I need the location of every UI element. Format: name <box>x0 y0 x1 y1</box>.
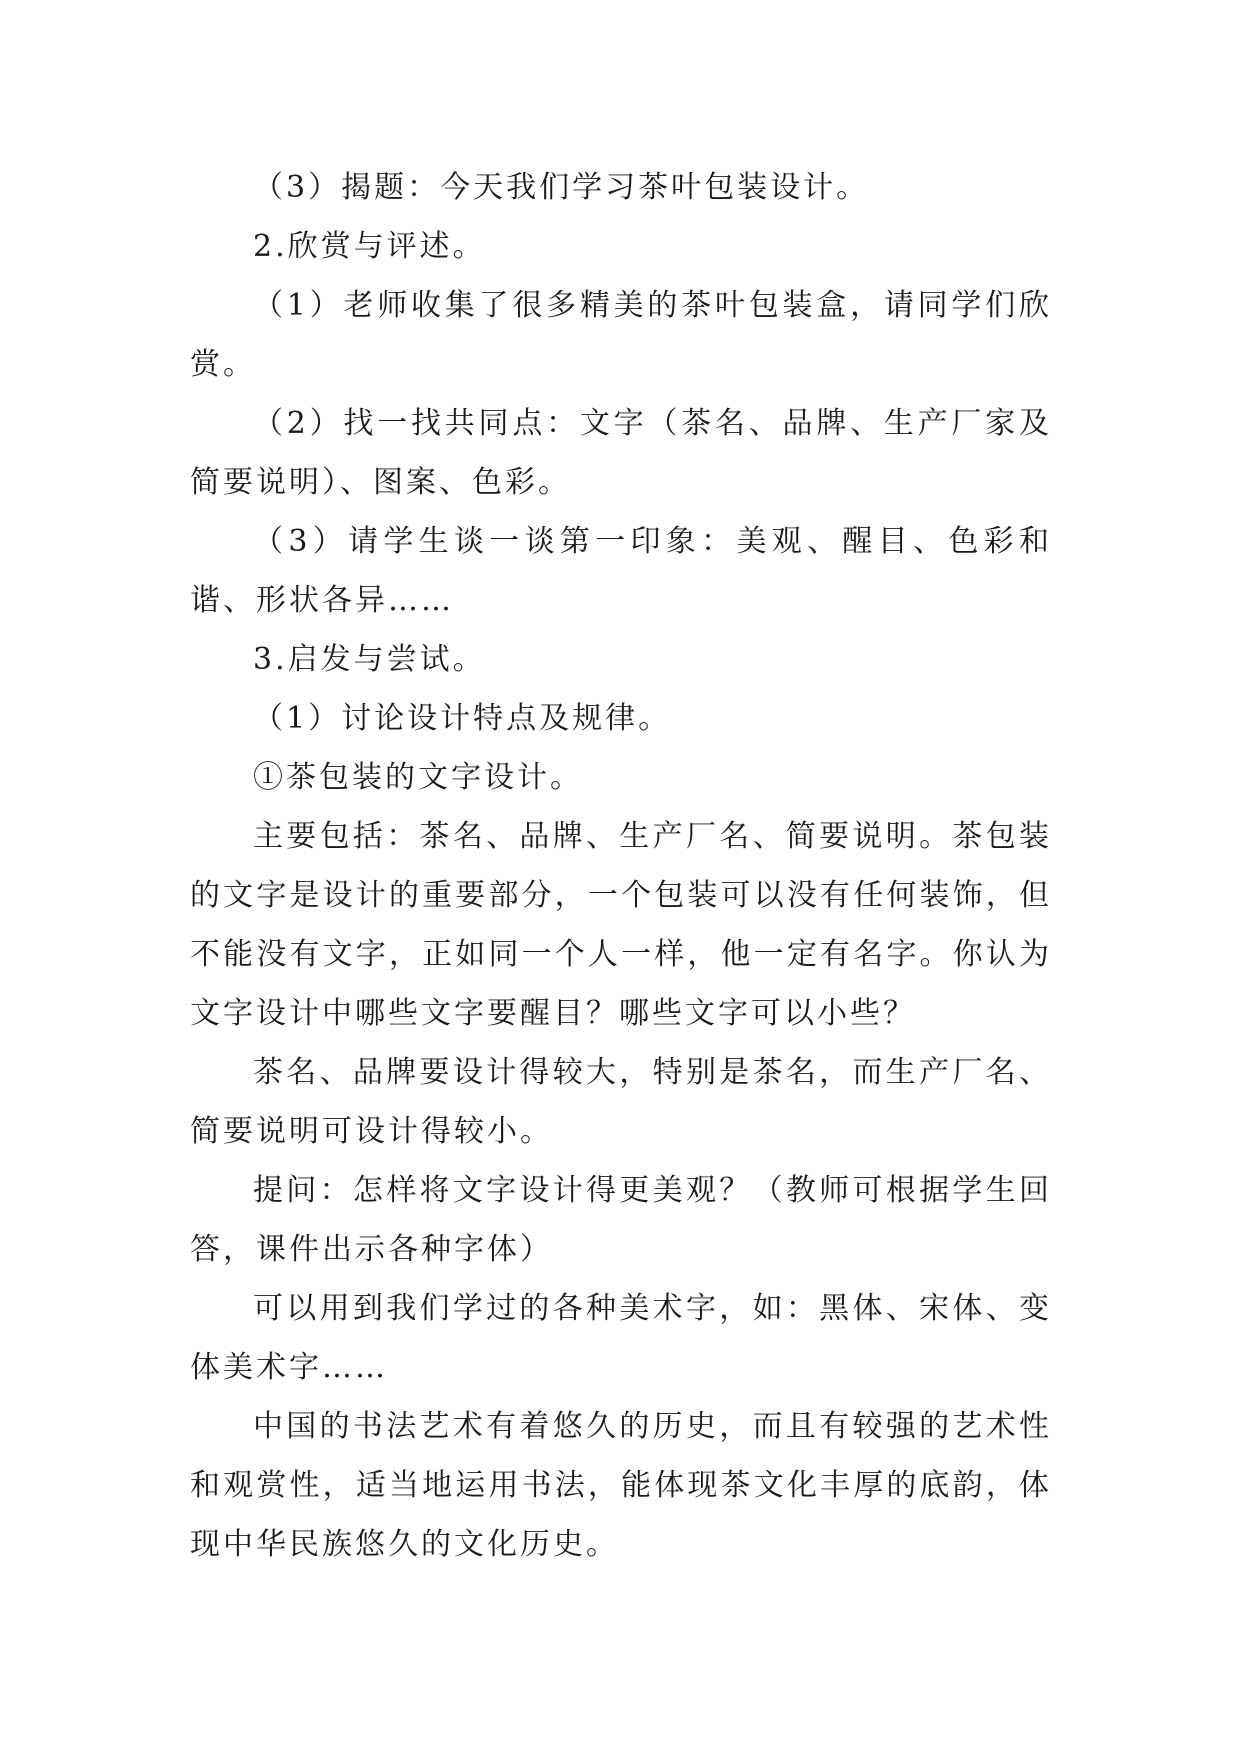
paragraph-main-contents: 主要包括：茶名、品牌、生产厂名、简要说明。茶包装的文字是设计的重要部分，一个包装可以没有任何装饰，但不能没有文字，正如同一个人一样，他一定有名字。你认为文字设计中哪些文字要醒目？哪些文字可以小些？ <box>190 819 1052 1031</box>
heading-inspiration: 3.启发与尝试。 <box>253 642 486 677</box>
heading-appreciation: 2.欣赏与评述。 <box>253 229 486 264</box>
paragraph-appreciate-boxes: （1）老师收集了很多精美的茶叶包装盒，请同学们欣赏。 <box>190 288 1052 382</box>
paragraph-fonts: 可以用到我们学过的各种美术字，如：黑体、宋体、变体美术字…… <box>190 1291 1052 1385</box>
paragraph-discuss-features: （1）讨论设计特点及规律。 <box>253 701 672 736</box>
paragraph-reveal-topic: （3）揭题：今天我们学习茶叶包装设计。 <box>253 170 870 205</box>
paragraph-text-design: ①茶包装的文字设计。 <box>253 760 583 795</box>
paragraph-first-impression: （3）请学生谈一谈第一印象：美观、醒目、色彩和谐、形状各异…… <box>190 524 1052 618</box>
paragraph-calligraphy: 中国的书法艺术有着悠久的历史，而且有较强的艺术性和观赏性，适当地运用书法，能体现茶文化丰厚的底韵，体现中华民族悠久的文化历史。 <box>190 1409 1052 1562</box>
paragraph-text-size: 茶名、品牌要设计得较大，特别是茶名，而生产厂名、简要说明可设计得较小。 <box>190 1055 1052 1149</box>
paragraph-common-points: （2）找一找共同点：文字（茶名、品牌、生产厂家及简要说明）、图案、色彩。 <box>190 406 1052 500</box>
paragraph-question: 提问：怎样将文字设计得更美观？（教师可根据学生回答，课件出示各种字体） <box>190 1173 1052 1267</box>
document-body <box>190 158 1052 1574</box>
